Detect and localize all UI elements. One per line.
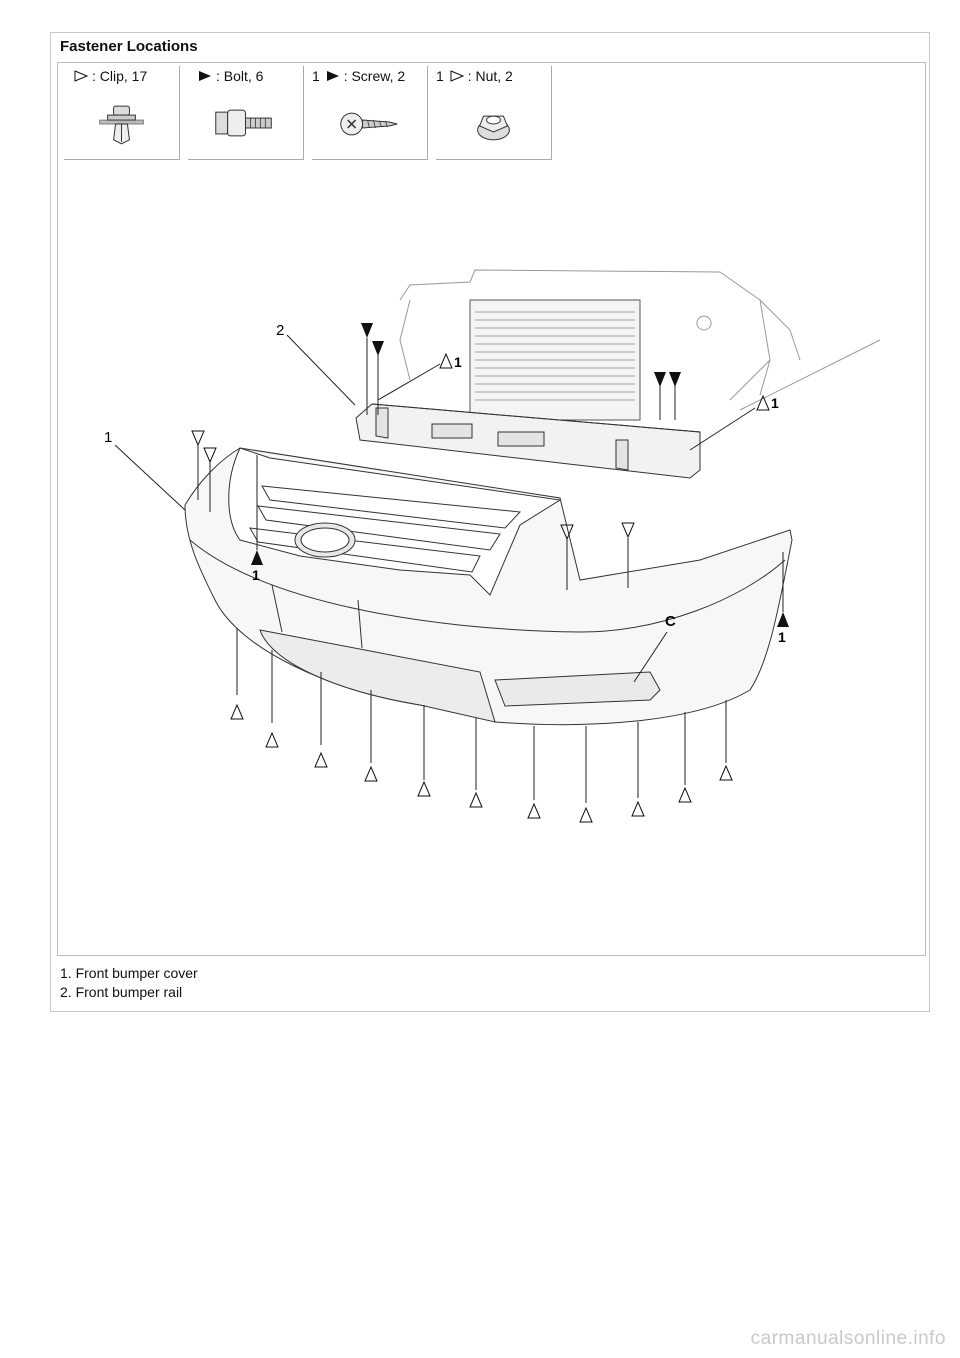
callout-1-screw-left: 1 bbox=[252, 567, 260, 583]
legend-clip-label: : Clip, 17 bbox=[92, 68, 148, 84]
note-front-bumper-cover: 1. Front bumper cover bbox=[60, 965, 198, 981]
legend-screw-label: : Screw, 2 bbox=[343, 68, 406, 84]
callout-1-nut-left: 1 bbox=[454, 354, 462, 370]
note-front-bumper-rail: 2. Front bumper rail bbox=[60, 984, 183, 1000]
callout-c: C bbox=[665, 613, 676, 630]
legend-bolt-label: : Bolt, 6 bbox=[216, 68, 264, 84]
callout-1-screw-right: 1 bbox=[778, 629, 786, 645]
legend-screw-prefix: 1 bbox=[312, 68, 320, 84]
clip-markers-lower bbox=[231, 705, 732, 822]
radiator bbox=[470, 300, 640, 420]
callout-2-rail: 2 bbox=[276, 322, 285, 339]
callout-1-cover: 1 bbox=[104, 429, 113, 446]
callout-1-nut-right: 1 bbox=[771, 395, 779, 411]
legend-nut-label: : Nut, 2 bbox=[467, 68, 513, 84]
parts-notes bbox=[60, 964, 198, 1002]
watermark: carmanualsonline.info bbox=[750, 1328, 946, 1349]
legend-nut-prefix: 1 bbox=[436, 68, 444, 84]
page-title: Fastener Locations bbox=[60, 38, 198, 55]
